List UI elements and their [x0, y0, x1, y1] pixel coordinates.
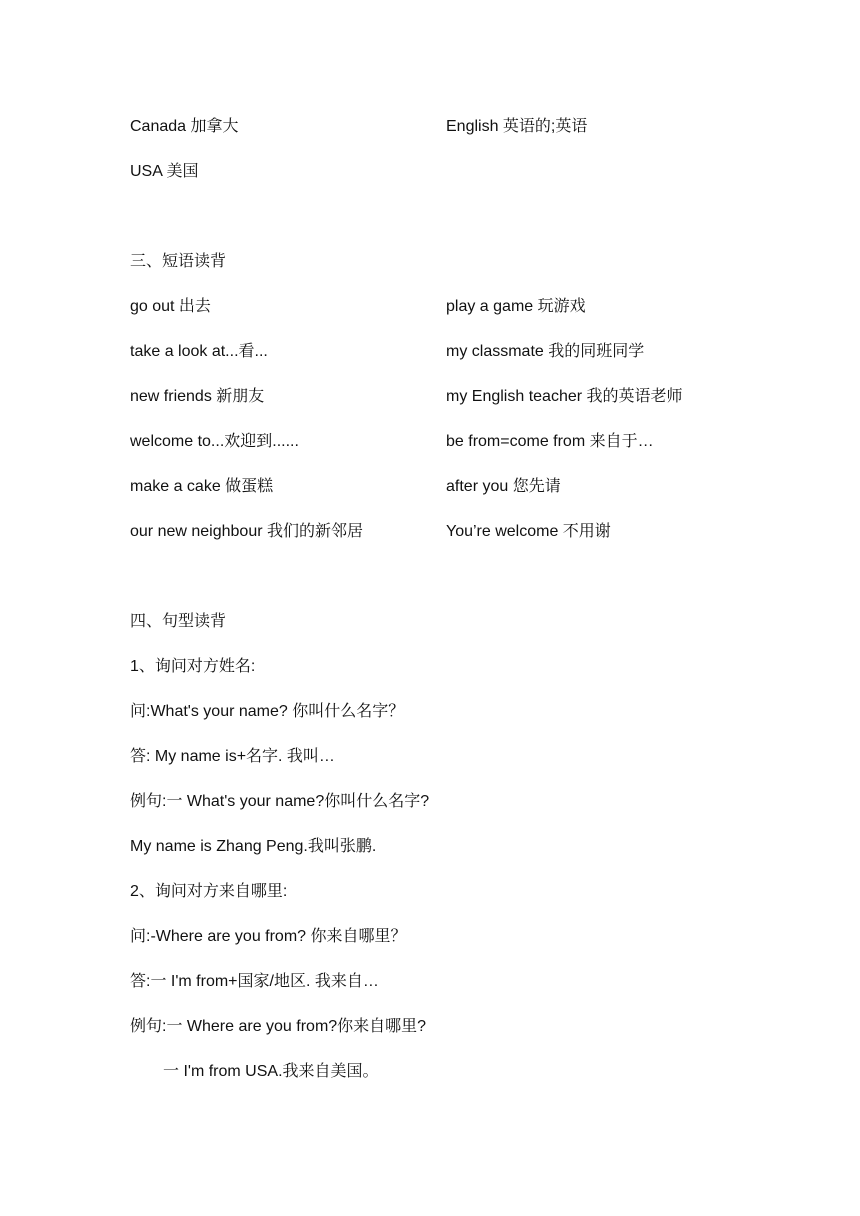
sentence-example-answer: 一 I'm from USA.我来自美国。 — [163, 1063, 379, 1080]
phrase-item: welcome to...欢迎到...... — [130, 433, 299, 450]
phrase-item: after you 您先请 — [446, 478, 561, 495]
sentence-example: 例句:一 What's your name?你叫什么名字? — [130, 793, 430, 810]
phrase-item: take a look at...看... — [130, 343, 268, 360]
sentence-answer: 答:一 I'm from+国家/地区. 我来自… — [130, 973, 379, 990]
vocab-canada: Canada 加拿大 — [130, 118, 239, 135]
vocab-usa: USA 美国 — [130, 163, 199, 180]
phrase-item: You’re welcome 不用谢 — [446, 523, 611, 540]
phrase-item: go out 出去 — [130, 298, 211, 315]
phrases-heading: 三、短语读背 — [130, 253, 227, 270]
sentence-subheading-name: 1、询问对方姓名: — [130, 658, 256, 675]
sentence-example: 例句:一 Where are you from?你来自哪里? — [130, 1018, 427, 1035]
sentence-question: 问:-Where are you from? 你来自哪里？ — [130, 928, 407, 945]
phrase-item: my English teacher 我的英语老师 — [446, 388, 683, 405]
phrase-item: my classmate 我的同班同学 — [446, 343, 645, 360]
phrase-item: play a game 玩游戏 — [446, 298, 586, 315]
vocab-english: English 英语的;英语 — [446, 118, 588, 135]
sentence-example-answer: My name is Zhang Peng.我叫张鹏. — [130, 838, 377, 855]
phrase-item: be from=come from 来自于… — [446, 433, 654, 450]
sentence-question: 问:What's your name? 你叫什么名字？ — [130, 703, 405, 720]
sentence-answer: 答: My name is+名字. 我叫… — [130, 748, 335, 765]
phrase-item: our new neighbour 我们的新邻居 — [130, 523, 363, 540]
sentences-heading: 四、句型读背 — [130, 613, 227, 630]
phrase-item: make a cake 做蛋糕 — [130, 478, 274, 495]
phrase-item: new friends 新朋友 — [130, 388, 265, 405]
sentence-subheading-from: 2、询问对方来自哪里: — [130, 883, 288, 900]
